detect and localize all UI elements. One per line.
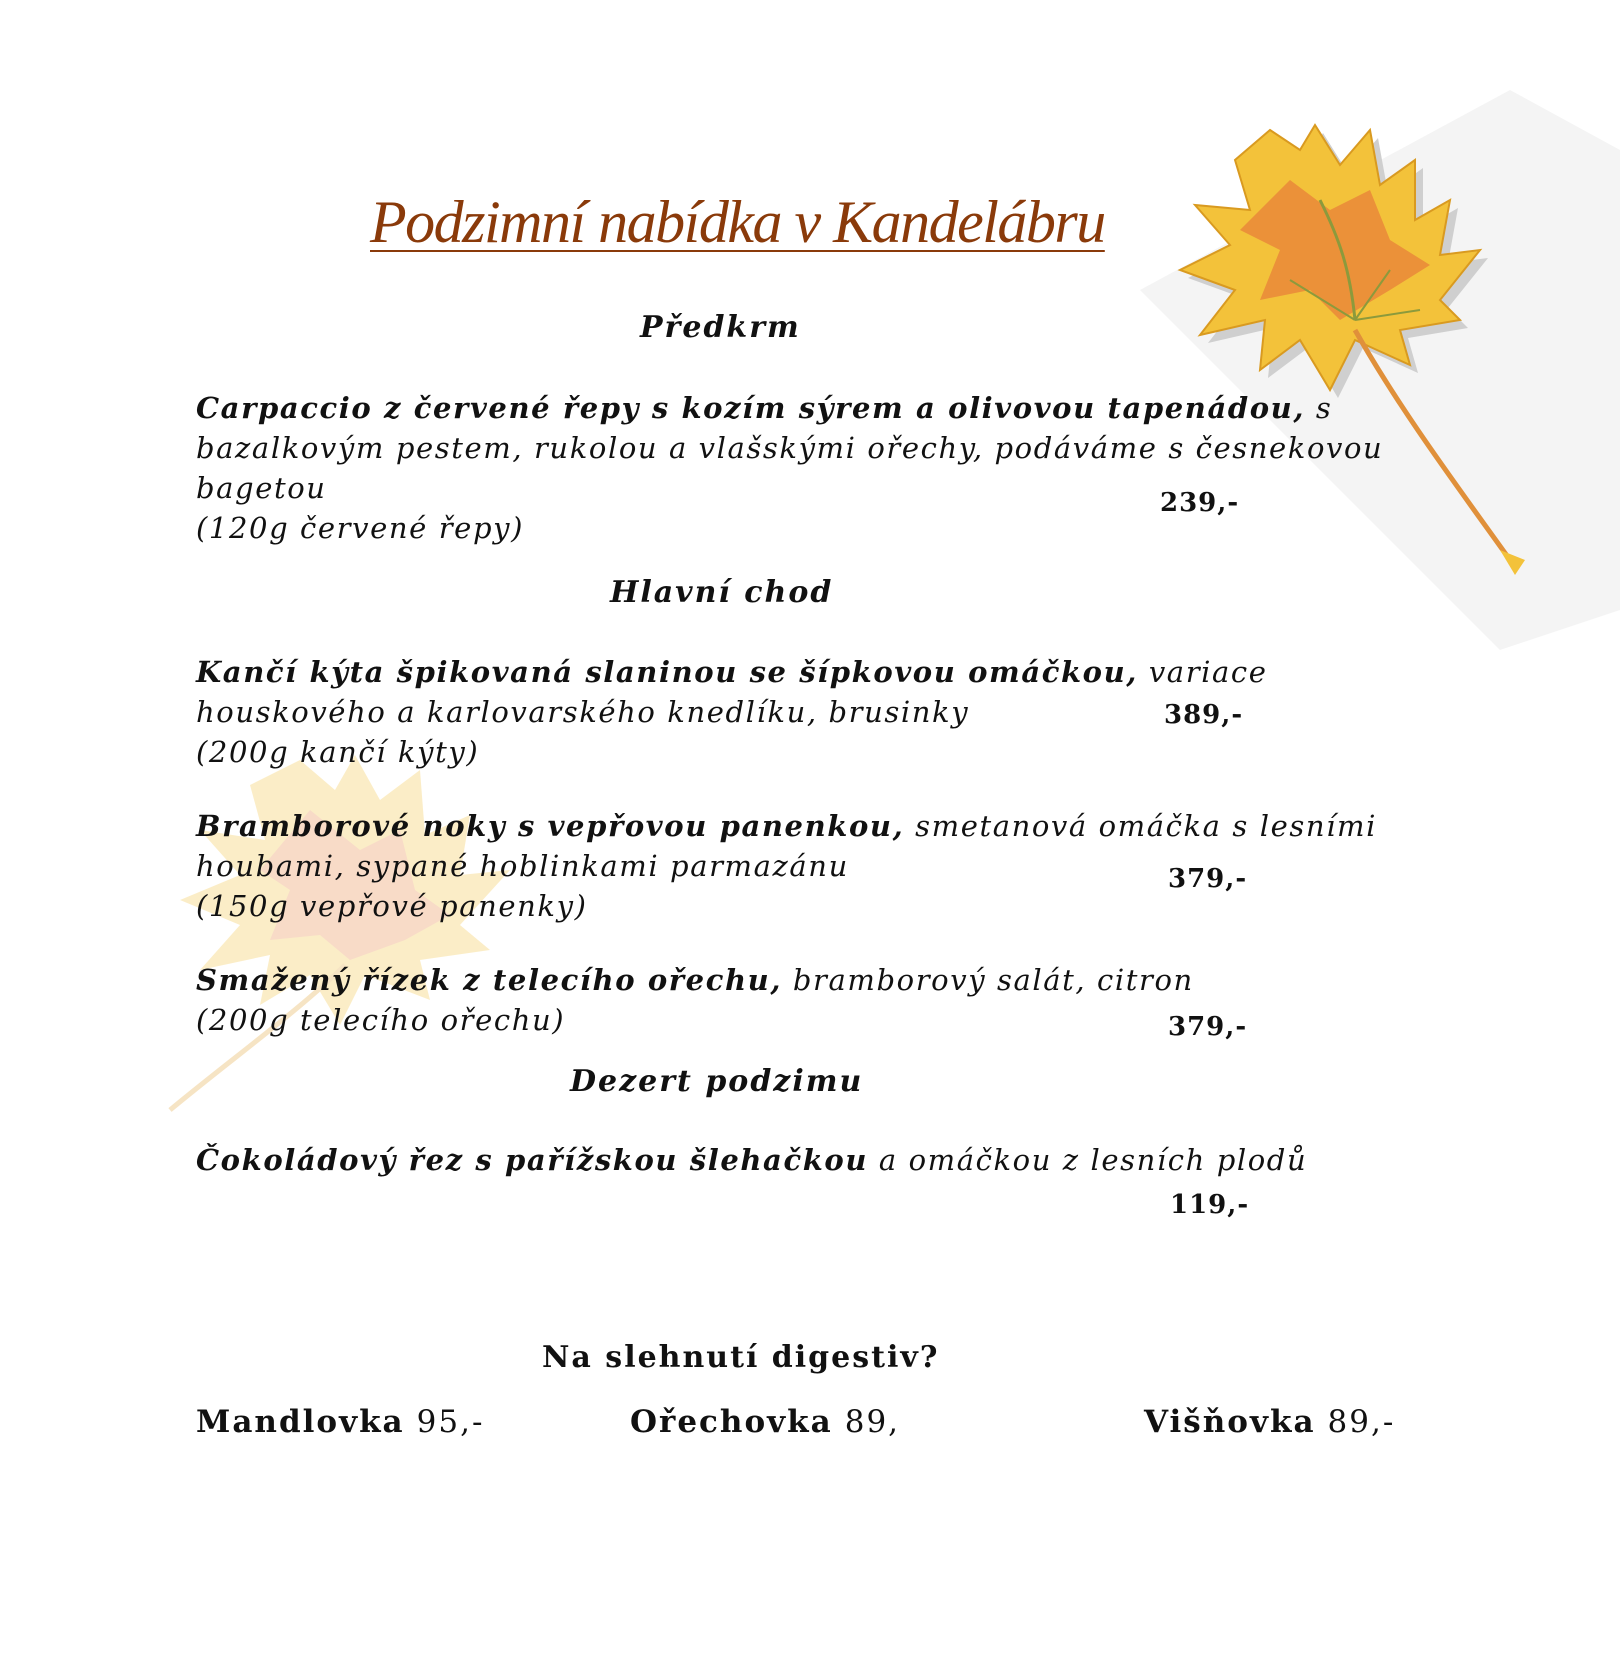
digestiv-price: 95,- — [416, 1404, 485, 1440]
menu-item-smazeny-rizek — [196, 960, 1456, 1040]
item-weight: (120g červené řepy) — [196, 511, 525, 545]
item-description: variace houskového a karlovarského knedlíku, brusinky — [196, 655, 1268, 729]
item-weight: (200g telecího ořechu) — [196, 1003, 566, 1037]
item-price: 239,- — [1160, 488, 1240, 518]
item-name: Carpaccio z červené řepy s kozím sýrem a olivovou tapenádou, — [196, 391, 1306, 425]
digestiv-item-visnovka — [1144, 1404, 1395, 1440]
item-description: s bazalkovým pestem, rukolou a vlašskými ořechy, podáváme s česnekovou bagetou — [196, 391, 1384, 505]
menu-item-kanci-kyta — [196, 652, 1456, 772]
maple-leaf-icon — [1140, 90, 1620, 650]
item-description: bramborový salát, citron — [792, 963, 1194, 997]
digestiv-heading: Na slehnutí digestiv? — [542, 1340, 940, 1375]
item-name: Čokoládový řez s pařížskou šlehačkou — [196, 1143, 869, 1177]
digestiv-item-mandlovka — [196, 1404, 484, 1440]
section-heading-dessert: Dezert podzimu — [570, 1064, 864, 1099]
item-name: Bramborové noky s vepřovou panenkou, — [196, 809, 905, 843]
item-description: smetanová omáčka s lesními houbami, sypané hoblinkami parmazánu — [196, 809, 1377, 883]
digestiv-name: Mandlovka — [196, 1404, 405, 1440]
digestiv-name: Višňovka — [1144, 1404, 1316, 1440]
digestiv-price: 89, — [844, 1404, 901, 1440]
item-price: 379,- — [1168, 864, 1248, 894]
item-weight: (150g vepřové panenky) — [196, 889, 588, 923]
item-price: 119,- — [1170, 1190, 1250, 1220]
item-price: 389,- — [1164, 700, 1244, 730]
menu-item-cokoladovy-rez — [196, 1140, 1456, 1180]
maple-leaf-icon — [150, 740, 570, 1120]
item-name: Kančí kýta špikovaná slaninou se šípkovou omáčkou, — [196, 655, 1138, 689]
item-weight: (200g kančí kýty) — [196, 735, 480, 769]
section-heading-main: Hlavní chod — [610, 575, 834, 610]
menu-title: Podzimní nabídka v Kandelábru — [370, 189, 1105, 255]
item-price: 379,- — [1168, 1012, 1248, 1042]
section-heading-starter: Předkrm — [640, 310, 801, 345]
item-description: a omáčkou z lesních plodů — [878, 1143, 1308, 1177]
menu-item-carpaccio — [196, 388, 1456, 548]
digestiv-item-orechovka — [630, 1404, 900, 1440]
digestiv-price: 89,- — [1327, 1404, 1396, 1440]
digestiv-name: Ořechovka — [630, 1404, 833, 1440]
item-name: Smažený řízek z telecího ořechu, — [196, 963, 783, 997]
menu-item-bramborove-noky — [196, 806, 1456, 926]
